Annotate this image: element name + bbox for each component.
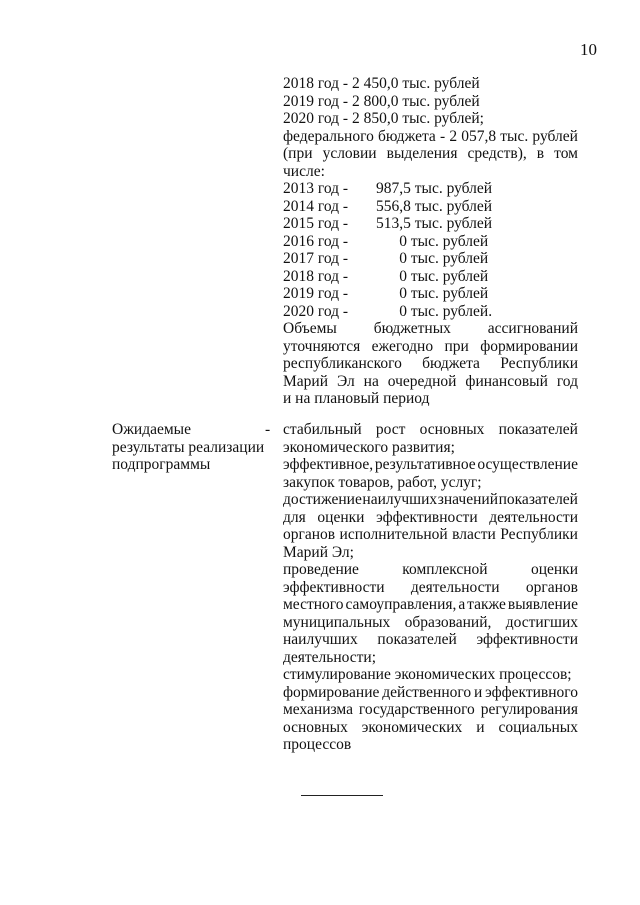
year-label: 2016 год - [283,232,349,250]
year-label: 2014 год - [283,197,349,215]
federal-year-row [283,198,578,216]
year-label: 2018 год - [283,267,349,285]
divider-line [301,795,383,796]
budget-note-line: и на плановый период [283,390,430,407]
results-label-line: результаты реализации [112,438,265,456]
result-line: деятельности; [283,648,377,666]
results-dash: - [265,421,271,438]
year-label: 2020 год - [283,302,349,320]
result-line: Марий Эл; [283,543,354,561]
result-line: основных экономических и социальных [283,718,578,736]
year-amount: 0 тыс. рублей [376,250,489,267]
result-line: стабильный рост основных показателей [283,421,578,438]
federal-year-row [283,285,578,303]
federal-intro-line: (при условии выделения средств), в том [283,145,578,162]
funding-line: 2018 год - 2 450,0 тыс. рублей [283,75,480,92]
year-amount: 0 тыс. рублей [376,267,489,285]
result-line: муниципальных образований, достигших [283,613,578,631]
year-label: 2013 год - [283,180,349,197]
year-amount: 0 тыс. рублей [376,285,489,302]
federal-intro-line: числе: [283,162,325,180]
result-line: органов исполнительной власти Республики [283,526,578,543]
result-line: местного самоуправления, а также выявление [283,596,578,613]
budget-note-line: Объемы бюджетных ассигнований [283,320,578,337]
federal-year-row [283,180,578,198]
funding-block [283,75,578,408]
result-line: достижение наилучших значений показателей [283,491,578,508]
year-label: 2017 год - [283,250,349,267]
result-line: закупок товаров, работ, услуг; [283,473,482,491]
result-line: механизма государственного регулирования [283,701,578,718]
year-amount: 513,5 тыс. рублей [376,215,493,232]
result-line: эффективности деятельности органов [283,578,578,596]
results-label-line: Ожидаемые [112,421,191,438]
result-line: формирование действенного и эффективного [283,683,578,701]
year-label: 2015 год - [283,215,349,232]
result-line: стимулирование экономических процессов; [283,666,572,683]
result-line: наилучших показателей эффективности [283,631,578,648]
year-amount: 987,5 тыс. рублей [376,180,493,197]
budget-note-line: Марий Эл на очередной финансовый год [283,372,578,390]
page-number: 10 [580,40,597,59]
year-amount: 556,8 тыс. рублей [376,197,493,215]
results-block [283,421,578,754]
funding-line: 2020 год - 2 850,0 тыс. рублей; [283,110,484,127]
result-line: проведение комплексной оценки [283,561,578,578]
result-line: экономического развития; [283,438,455,456]
federal-year-row [283,250,578,268]
budget-note-line: республиканского бюджета Республики [283,355,578,372]
year-amount: 0 тыс. рублей [376,232,489,250]
funding-line: 2019 год - 2 800,0 тыс. рублей [283,92,480,110]
federal-intro-line: федерального бюджета - 2 057,8 тыс. рублей [283,127,578,145]
year-amount: 0 тыс. рублей. [376,302,493,320]
result-line: процессов [283,736,352,753]
year-label: 2019 год - [283,285,349,302]
federal-year-row [283,215,578,233]
federal-year-row [283,233,578,251]
budget-note-line: уточняются ежегодно при формировании [283,337,578,355]
result-line: для оценки эффективности деятельности [283,508,578,526]
federal-year-row [283,303,578,321]
results-label-line: подпрограммы [112,456,211,473]
result-line: эффективное, результативное осуществление [283,456,578,473]
federal-year-row [283,268,578,286]
results-label [112,421,277,474]
